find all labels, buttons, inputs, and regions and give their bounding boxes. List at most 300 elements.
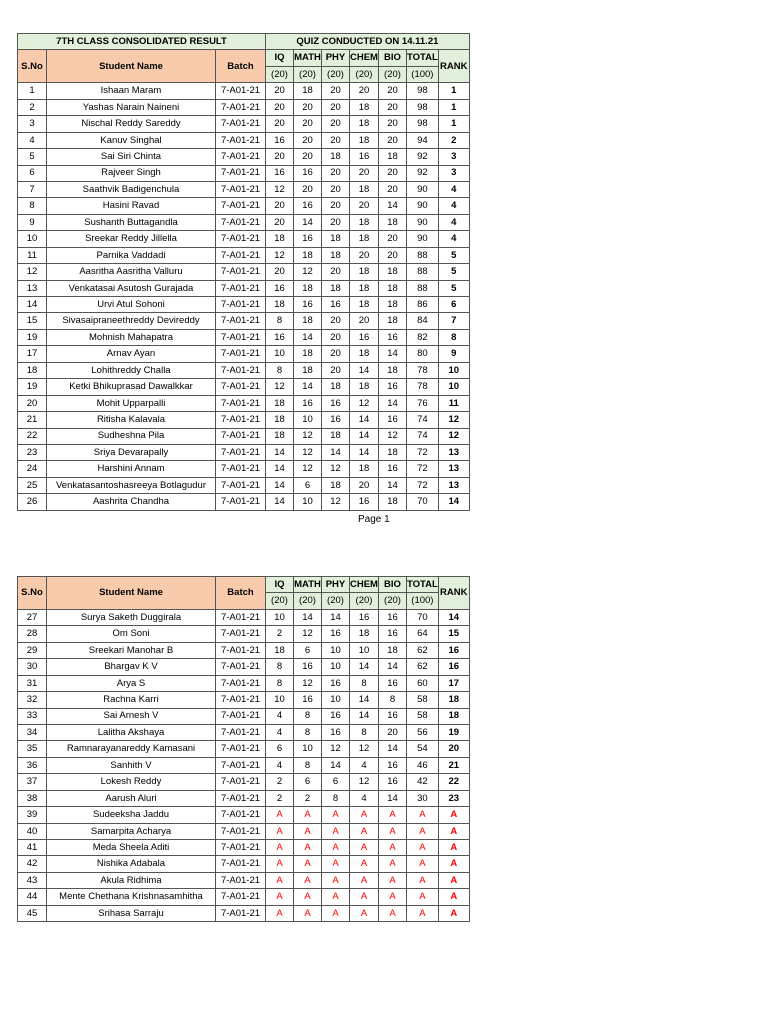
header-iq: IQ [266,50,294,66]
cell-sno: 28 [18,626,47,642]
table-row [18,264,470,280]
header-student-name: Student Name [47,50,216,83]
table-row [18,362,470,378]
header-rank: RANK [438,577,469,610]
cell-rank: 17 [438,675,469,691]
table-row [18,428,470,444]
cell-chem: A [350,905,379,921]
cell-chem: 18 [350,231,379,247]
cell-student-name: Venkatasai Asutosh Gurajada [47,280,216,296]
cell-math: 8 [294,757,322,773]
cell-bio: A [378,856,406,872]
table-row [18,461,470,477]
table-row [18,741,470,757]
cell-total: 86 [406,297,438,313]
cell-total: 76 [406,395,438,411]
cell-chem: 14 [350,428,379,444]
header-total: TOTAL [406,577,438,593]
cell-total: 84 [406,313,438,329]
cell-math: 18 [294,362,322,378]
header-phy: PHY [322,50,350,66]
table-row [18,297,470,313]
cell-bio: 16 [378,329,406,345]
cell-math: 6 [294,774,322,790]
cell-iq: 20 [266,214,294,230]
cell-iq: 20 [266,83,294,99]
cell-rank: 5 [438,264,469,280]
table-row [18,708,470,724]
header-math: MATH [294,50,322,66]
cell-sno: 18 [18,362,47,378]
cell-rank: 4 [438,181,469,197]
cell-sno: 37 [18,774,47,790]
cell-batch: 7-A01-21 [216,247,266,263]
cell-student-name: Sushanth Buttagandla [47,214,216,230]
cell-batch: 7-A01-21 [216,609,266,625]
cell-iq: 10 [266,609,294,625]
cell-student-name: Sriya Devarapally [47,444,216,460]
cell-rank: 21 [438,757,469,773]
cell-phy: A [322,807,350,823]
cell-batch: 7-A01-21 [216,165,266,181]
cell-math: 14 [294,379,322,395]
cell-student-name: Om Soni [47,626,216,642]
cell-sno: 31 [18,675,47,691]
cell-chem: 16 [350,149,379,165]
header-total-max: (100) [406,66,438,82]
cell-iq: 20 [266,198,294,214]
cell-batch: 7-A01-21 [216,395,266,411]
table-row [18,856,470,872]
cell-sno: 23 [18,444,47,460]
cell-student-name: Akula Ridhima [47,872,216,888]
table-row [18,132,470,148]
cell-chem: 12 [350,741,379,757]
cell-iq: 16 [266,280,294,296]
cell-phy: 16 [322,708,350,724]
cell-student-name: Venkatasantoshasreeya Botlagudur [47,477,216,493]
table-row [18,395,470,411]
cell-bio: 20 [378,247,406,263]
cell-total: 62 [406,659,438,675]
cell-batch: 7-A01-21 [216,264,266,280]
cell-iq: 14 [266,494,294,510]
cell-rank: 4 [438,214,469,230]
table-row [18,905,470,921]
cell-rank: A [438,823,469,839]
cell-rank: A [438,856,469,872]
cell-sno: 40 [18,823,47,839]
cell-phy: 20 [322,362,350,378]
cell-phy: 20 [322,83,350,99]
cell-sno: 4 [18,132,47,148]
cell-batch: 7-A01-21 [216,692,266,708]
cell-bio: A [378,807,406,823]
cell-chem: 18 [350,214,379,230]
cell-rank: 18 [438,708,469,724]
cell-rank: A [438,840,469,856]
cell-total: 70 [406,609,438,625]
cell-rank: 1 [438,83,469,99]
cell-phy: 20 [322,116,350,132]
cell-chem: 18 [350,116,379,132]
cell-chem: 20 [350,313,379,329]
cell-sno: 45 [18,905,47,921]
cell-chem: 20 [350,198,379,214]
cell-chem: 18 [350,461,379,477]
table-row [18,642,470,658]
cell-bio: 20 [378,83,406,99]
table-row [18,412,470,428]
cell-phy: A [322,905,350,921]
cell-student-name: Aasritha Aasritha Valluru [47,264,216,280]
cell-sno: 3 [18,116,47,132]
cell-phy: 20 [322,132,350,148]
cell-bio: A [378,872,406,888]
cell-chem: 8 [350,724,379,740]
cell-bio: 18 [378,362,406,378]
cell-chem: 18 [350,264,379,280]
cell-math: 18 [294,247,322,263]
cell-sno: 34 [18,724,47,740]
cell-rank: 5 [438,280,469,296]
cell-bio: 18 [378,642,406,658]
header-row [18,50,470,66]
cell-sno: 10 [18,231,47,247]
cell-bio: 16 [378,609,406,625]
cell-sno: 19 [18,329,47,345]
cell-math: 20 [294,116,322,132]
table-row [18,149,470,165]
cell-bio: 20 [378,132,406,148]
cell-batch: 7-A01-21 [216,790,266,806]
cell-math: 20 [294,181,322,197]
cell-student-name: Arnav Ayan [47,346,216,362]
cell-batch: 7-A01-21 [216,905,266,921]
cell-sno: 29 [18,642,47,658]
cell-sno: 6 [18,165,47,181]
cell-batch: 7-A01-21 [216,412,266,428]
cell-sno: 13 [18,280,47,296]
table-row [18,889,470,905]
header-total: TOTAL [406,50,438,66]
cell-math: 14 [294,214,322,230]
cell-chem: 12 [350,395,379,411]
cell-total: 56 [406,724,438,740]
cell-student-name: Sai Arnesh V [47,708,216,724]
table-row [18,494,470,510]
cell-rank: 14 [438,494,469,510]
cell-total: A [406,856,438,872]
cell-student-name: Kanuv Singhal [47,132,216,148]
cell-phy: 16 [322,626,350,642]
cell-batch: 7-A01-21 [216,313,266,329]
cell-chem: A [350,872,379,888]
cell-math: A [294,840,322,856]
header-bio-max: (20) [378,66,406,82]
cell-total: 90 [406,214,438,230]
cell-batch: 7-A01-21 [216,494,266,510]
table-row [18,659,470,675]
cell-chem: A [350,889,379,905]
header-math: MATH [294,577,322,593]
cell-phy: 8 [322,790,350,806]
cell-math: 10 [294,494,322,510]
cell-batch: 7-A01-21 [216,461,266,477]
cell-math: 18 [294,313,322,329]
table-row [18,280,470,296]
cell-chem: 18 [350,346,379,362]
cell-bio: A [378,823,406,839]
cell-student-name: Sreekari Manohar B [47,642,216,658]
cell-phy: 10 [322,692,350,708]
cell-total: A [406,807,438,823]
table-row [18,83,470,99]
cell-phy: 18 [322,247,350,263]
cell-sno: 32 [18,692,47,708]
cell-bio: 20 [378,724,406,740]
cell-sno: 8 [18,198,47,214]
cell-phy: A [322,856,350,872]
cell-sno: 42 [18,856,47,872]
cell-chem: A [350,823,379,839]
cell-total: 74 [406,412,438,428]
cell-iq: 8 [266,362,294,378]
cell-chem: 14 [350,692,379,708]
cell-sno: 39 [18,807,47,823]
cell-chem: 18 [350,99,379,115]
header-total-max: (100) [406,593,438,609]
cell-chem: 16 [350,329,379,345]
cell-student-name: Sudeeksha Jaddu [47,807,216,823]
table-row [18,313,470,329]
cell-math: 8 [294,724,322,740]
cell-rank: 22 [438,774,469,790]
table-row [18,247,470,263]
table-row [18,757,470,773]
cell-math: 10 [294,412,322,428]
cell-math: A [294,807,322,823]
cell-bio: 20 [378,99,406,115]
cell-batch: 7-A01-21 [216,840,266,856]
cell-iq: 10 [266,346,294,362]
cell-rank: 16 [438,659,469,675]
cell-chem: 16 [350,609,379,625]
cell-sno: 7 [18,181,47,197]
cell-iq: 2 [266,626,294,642]
cell-student-name: Ishaan Maram [47,83,216,99]
cell-student-name: Nischal Reddy Sareddy [47,116,216,132]
cell-sno: 20 [18,395,47,411]
cell-bio: 14 [378,477,406,493]
cell-batch: 7-A01-21 [216,724,266,740]
cell-bio: 14 [378,659,406,675]
cell-iq: A [266,905,294,921]
table-row [18,198,470,214]
cell-chem: 16 [350,494,379,510]
cell-bio: A [378,905,406,921]
cell-bio: 20 [378,116,406,132]
header-math-max: (20) [294,593,322,609]
cell-bio: 16 [378,626,406,642]
cell-batch: 7-A01-21 [216,198,266,214]
cell-phy: A [322,889,350,905]
cell-chem: 20 [350,477,379,493]
cell-sno: 22 [18,428,47,444]
cell-batch: 7-A01-21 [216,444,266,460]
cell-student-name: Surya Saketh Duggirala [47,609,216,625]
cell-iq: 12 [266,379,294,395]
cell-total: A [406,872,438,888]
cell-bio: 14 [378,346,406,362]
cell-student-name: Srihasa Sarraju [47,905,216,921]
cell-student-name: Hasini Ravad [47,198,216,214]
cell-student-name: Rachna Karri [47,692,216,708]
cell-total: A [406,840,438,856]
cell-rank: 1 [438,99,469,115]
cell-batch: 7-A01-21 [216,807,266,823]
cell-rank: 10 [438,362,469,378]
cell-sno: 30 [18,659,47,675]
cell-rank: 2 [438,132,469,148]
cell-math: 6 [294,642,322,658]
cell-batch: 7-A01-21 [216,659,266,675]
cell-total: 64 [406,626,438,642]
cell-student-name: Arya S [47,675,216,691]
cell-phy: 20 [322,198,350,214]
cell-batch: 7-A01-21 [216,856,266,872]
cell-math: 16 [294,231,322,247]
cell-phy: 20 [322,346,350,362]
table-row [18,724,470,740]
header-student-name: Student Name [47,577,216,610]
cell-chem: 18 [350,297,379,313]
cell-student-name: Sivasaipraneethreddy Devireddy [47,313,216,329]
cell-iq: 20 [266,99,294,115]
cell-total: 88 [406,280,438,296]
cell-total: 78 [406,379,438,395]
cell-student-name: Meda Sheela Aditi [47,840,216,856]
cell-batch: 7-A01-21 [216,116,266,132]
cell-iq: A [266,856,294,872]
cell-iq: 20 [266,264,294,280]
cell-phy: 14 [322,444,350,460]
cell-batch: 7-A01-21 [216,99,266,115]
cell-math: 16 [294,165,322,181]
cell-total: 98 [406,116,438,132]
cell-batch: 7-A01-21 [216,757,266,773]
cell-student-name: Rajveer Singh [47,165,216,181]
cell-student-name: Sanhith V [47,757,216,773]
table-row [18,774,470,790]
cell-bio: 16 [378,379,406,395]
cell-iq: 8 [266,675,294,691]
cell-bio: 18 [378,280,406,296]
header-iq-max: (20) [266,66,294,82]
cell-chem: 20 [350,165,379,181]
cell-iq: 14 [266,461,294,477]
cell-math: 16 [294,692,322,708]
table-row [18,214,470,230]
cell-iq: 4 [266,708,294,724]
table-row [18,675,470,691]
cell-bio: 20 [378,181,406,197]
header-phy-max: (20) [322,66,350,82]
cell-phy: 16 [322,395,350,411]
table-row [18,329,470,345]
cell-rank: 3 [438,165,469,181]
cell-sno: 35 [18,741,47,757]
cell-batch: 7-A01-21 [216,181,266,197]
cell-total: 92 [406,165,438,181]
cell-phy: 20 [322,329,350,345]
cell-student-name: Sai Siri Chinta [47,149,216,165]
cell-total: 94 [406,132,438,148]
table-row [18,823,470,839]
cell-phy: 18 [322,379,350,395]
cell-iq: 16 [266,329,294,345]
cell-sno: 33 [18,708,47,724]
cell-student-name: Sudheshna Pila [47,428,216,444]
cell-math: 16 [294,198,322,214]
cell-rank: 1 [438,116,469,132]
cell-rank: 4 [438,231,469,247]
cell-bio: 18 [378,444,406,460]
cell-bio: 20 [378,231,406,247]
cell-bio: A [378,889,406,905]
cell-total: 54 [406,741,438,757]
cell-iq: 14 [266,477,294,493]
cell-batch: 7-A01-21 [216,774,266,790]
cell-batch: 7-A01-21 [216,741,266,757]
cell-phy: 18 [322,280,350,296]
cell-iq: 4 [266,757,294,773]
cell-phy: 10 [322,659,350,675]
cell-bio: 16 [378,757,406,773]
cell-rank: 9 [438,346,469,362]
cell-batch: 7-A01-21 [216,329,266,345]
cell-iq: 18 [266,231,294,247]
cell-chem: 18 [350,379,379,395]
cell-iq: 20 [266,149,294,165]
cell-iq: 8 [266,659,294,675]
cell-chem: 20 [350,83,379,99]
cell-iq: 18 [266,428,294,444]
cell-chem: A [350,840,379,856]
cell-iq: A [266,872,294,888]
cell-student-name: Samarpita Acharya [47,823,216,839]
cell-rank: 4 [438,198,469,214]
header-chem-max: (20) [350,593,379,609]
cell-rank: 13 [438,477,469,493]
cell-sno: 21 [18,412,47,428]
cell-total: A [406,889,438,905]
cell-student-name: Yashas Narain Naineni [47,99,216,115]
cell-batch: 7-A01-21 [216,428,266,444]
cell-total: 62 [406,642,438,658]
cell-chem: A [350,856,379,872]
cell-math: 10 [294,741,322,757]
cell-bio: 18 [378,494,406,510]
header-phy: PHY [322,577,350,593]
cell-phy: A [322,823,350,839]
cell-iq: 14 [266,444,294,460]
table-row [18,807,470,823]
cell-rank: 19 [438,724,469,740]
cell-batch: 7-A01-21 [216,626,266,642]
cell-math: A [294,823,322,839]
table-row [18,444,470,460]
